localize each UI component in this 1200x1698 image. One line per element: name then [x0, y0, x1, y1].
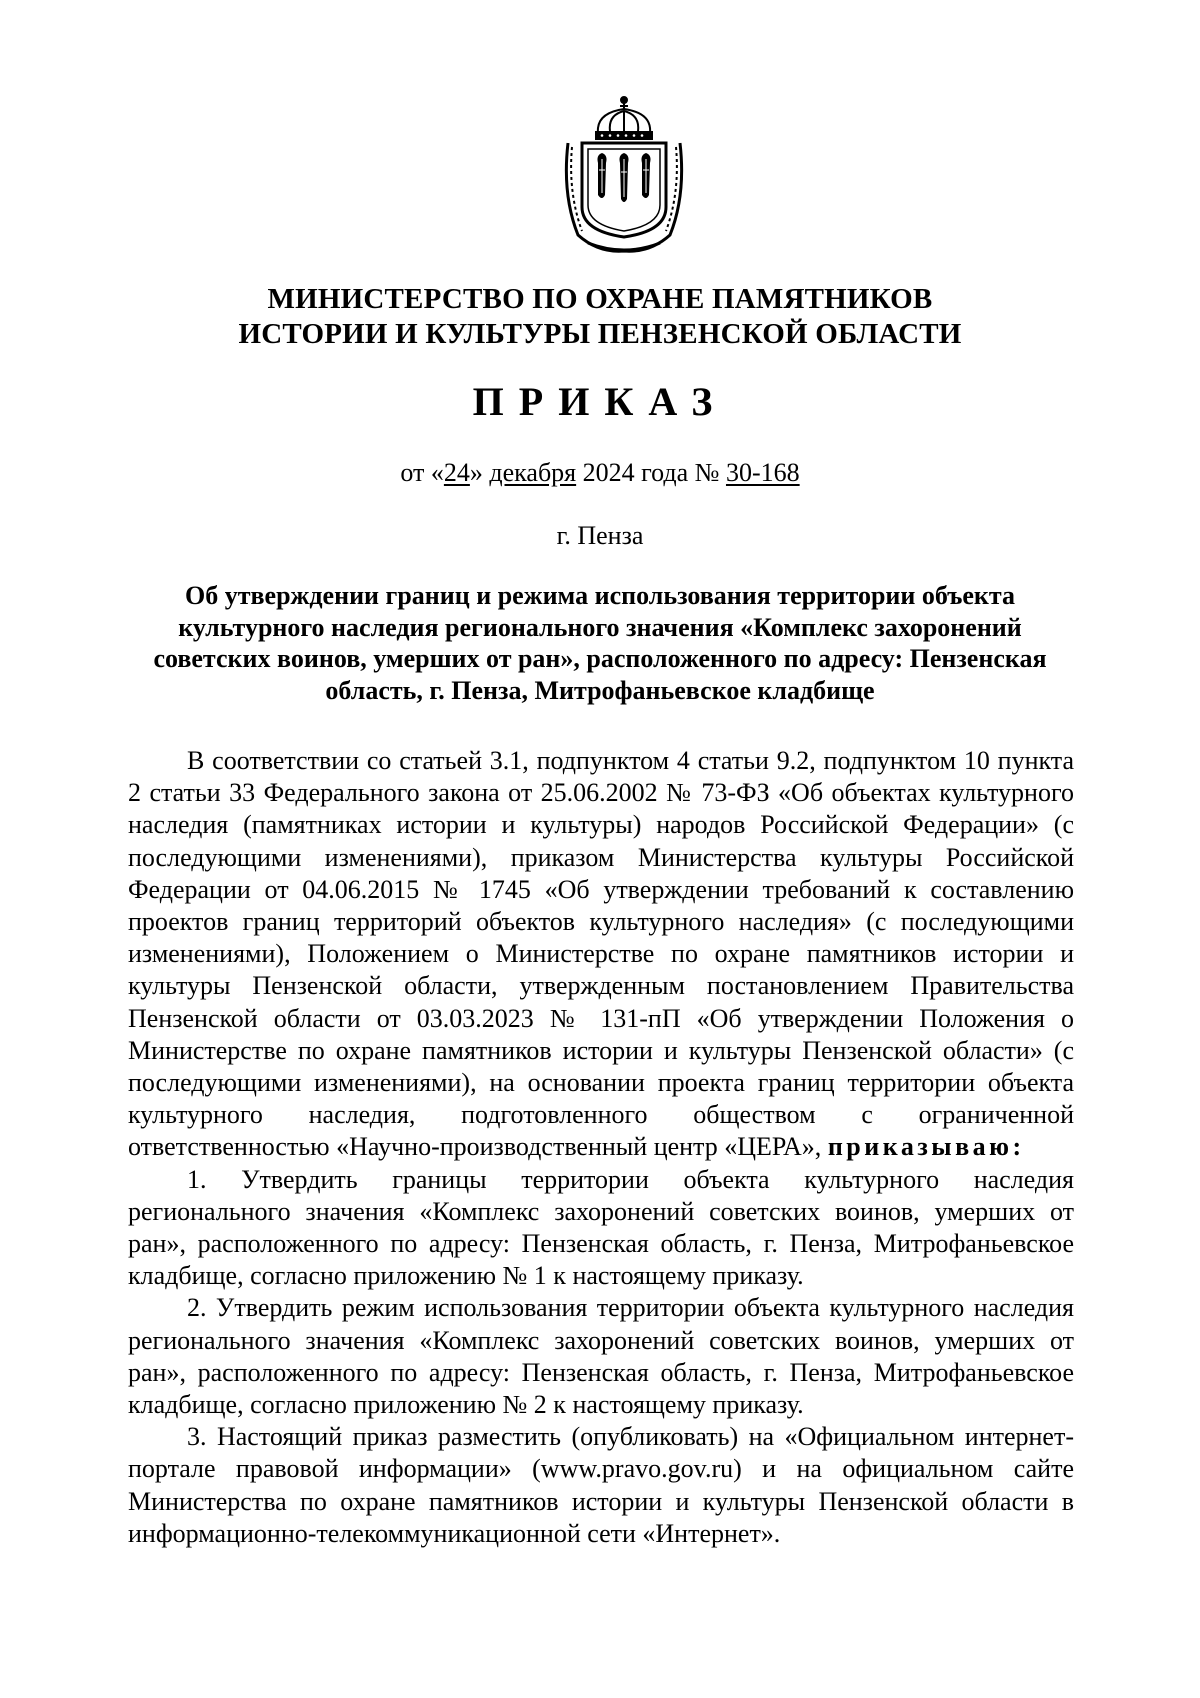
year-part: 2024 года № — [576, 458, 726, 487]
date-prefix: от « — [400, 458, 444, 487]
order-title: Об утверждении границ и режима использования территории объекта культурного наследия регионального значения «Комплекс захоронений советских воинов, умерших от ран», расположенного по адресу: Пензенская область, г. Пенза, Митрофаньевское кладбище — [153, 581, 1047, 705]
order-day: 24 — [443, 458, 470, 487]
coat-of-arms-emblem — [558, 95, 690, 255]
order-number: 30-168 — [725, 458, 800, 487]
order-body — [128, 745, 1074, 1550]
ministry-name-line-1: МИНИСТЕРСТВО ПО ОХРАНЕ ПАМЯТНИКОВ — [267, 283, 933, 315]
preamble-text: В соответствии со статьей 3.1, подпунктом 4 статьи 9.2, подпунктом 10 пункта 2 статьи 33 Федерального закона от 25.06.2002 № 73-ФЗ «Об объектах культурного наследия (памятниках истории и культуры) народов Российской Федерации» (с последующими изменениями), приказом Министерства культуры Российской Федерации от 04.06.2015 № 1745 «Об утверждении требований к составлению проектов границ территорий объектов культурного наследия» (с последующими изменениями), Положением о Министерстве по охране памятников истории и культуры Пензенской области, утвержденным постановлением Правительства Пензенской области от 03.03.2023 № 131-пП «Об утверждении Положения о Министерстве по охране памятников истории и культуры Пензенской области» (с последующими изменениями), на основании проекта границ территории объекта культурного наследия, подготовленного обществом с ограниченной ответственностью «Научно-производственный центр «ЦЕРА», — [128, 746, 1074, 1162]
ministry-name-line-2: ИСТОРИИ И КУЛЬТУРЫ ПЕНЗЕНСКОЙ ОБЛАСТИ — [238, 318, 962, 350]
city-line: г. Пенза — [556, 521, 644, 550]
order-month: декабря — [489, 458, 577, 487]
order-item-3: 3. Настоящий приказ разместить (опубликовать) на «Официальном интернет-портале правовой информации» (www.pravo.gov.ru) и на официальном сайте Министерства по охране памятников истории и культуры Пензенской области в информационно-телекоммуникационной сети «Интернет». — [128, 1422, 1074, 1548]
preamble-paragraph — [128, 745, 1074, 1164]
order-item-1: 1. Утвердить границы территории объекта культурного наследия регионального значения «Комплекс захоронений советских воинов, умерших от ран», расположенного по адресу: Пензенская область, г. Пенза, Митрофаньевское кладбище, согласно приложению № 1 к настоящему приказу. — [128, 1164, 1074, 1291]
order-item-2: 2. Утвердить режим использования территории объекта культурного наследия регионального значения «Комплекс захоронений советских воинов, умерших от ран», расположенного по адресу: Пензенская область, г. Пенза, Митрофаньевское кладбище, согласно приложению № 2 к настоящему приказу. — [128, 1293, 1074, 1420]
crown-icon — [596, 97, 652, 139]
date-mid: » — [469, 458, 490, 487]
document-type-heading: ПРИКАЗ — [472, 379, 728, 424]
order-word: приказываю: — [827, 1132, 1025, 1162]
order-date-number — [300, 457, 900, 489]
